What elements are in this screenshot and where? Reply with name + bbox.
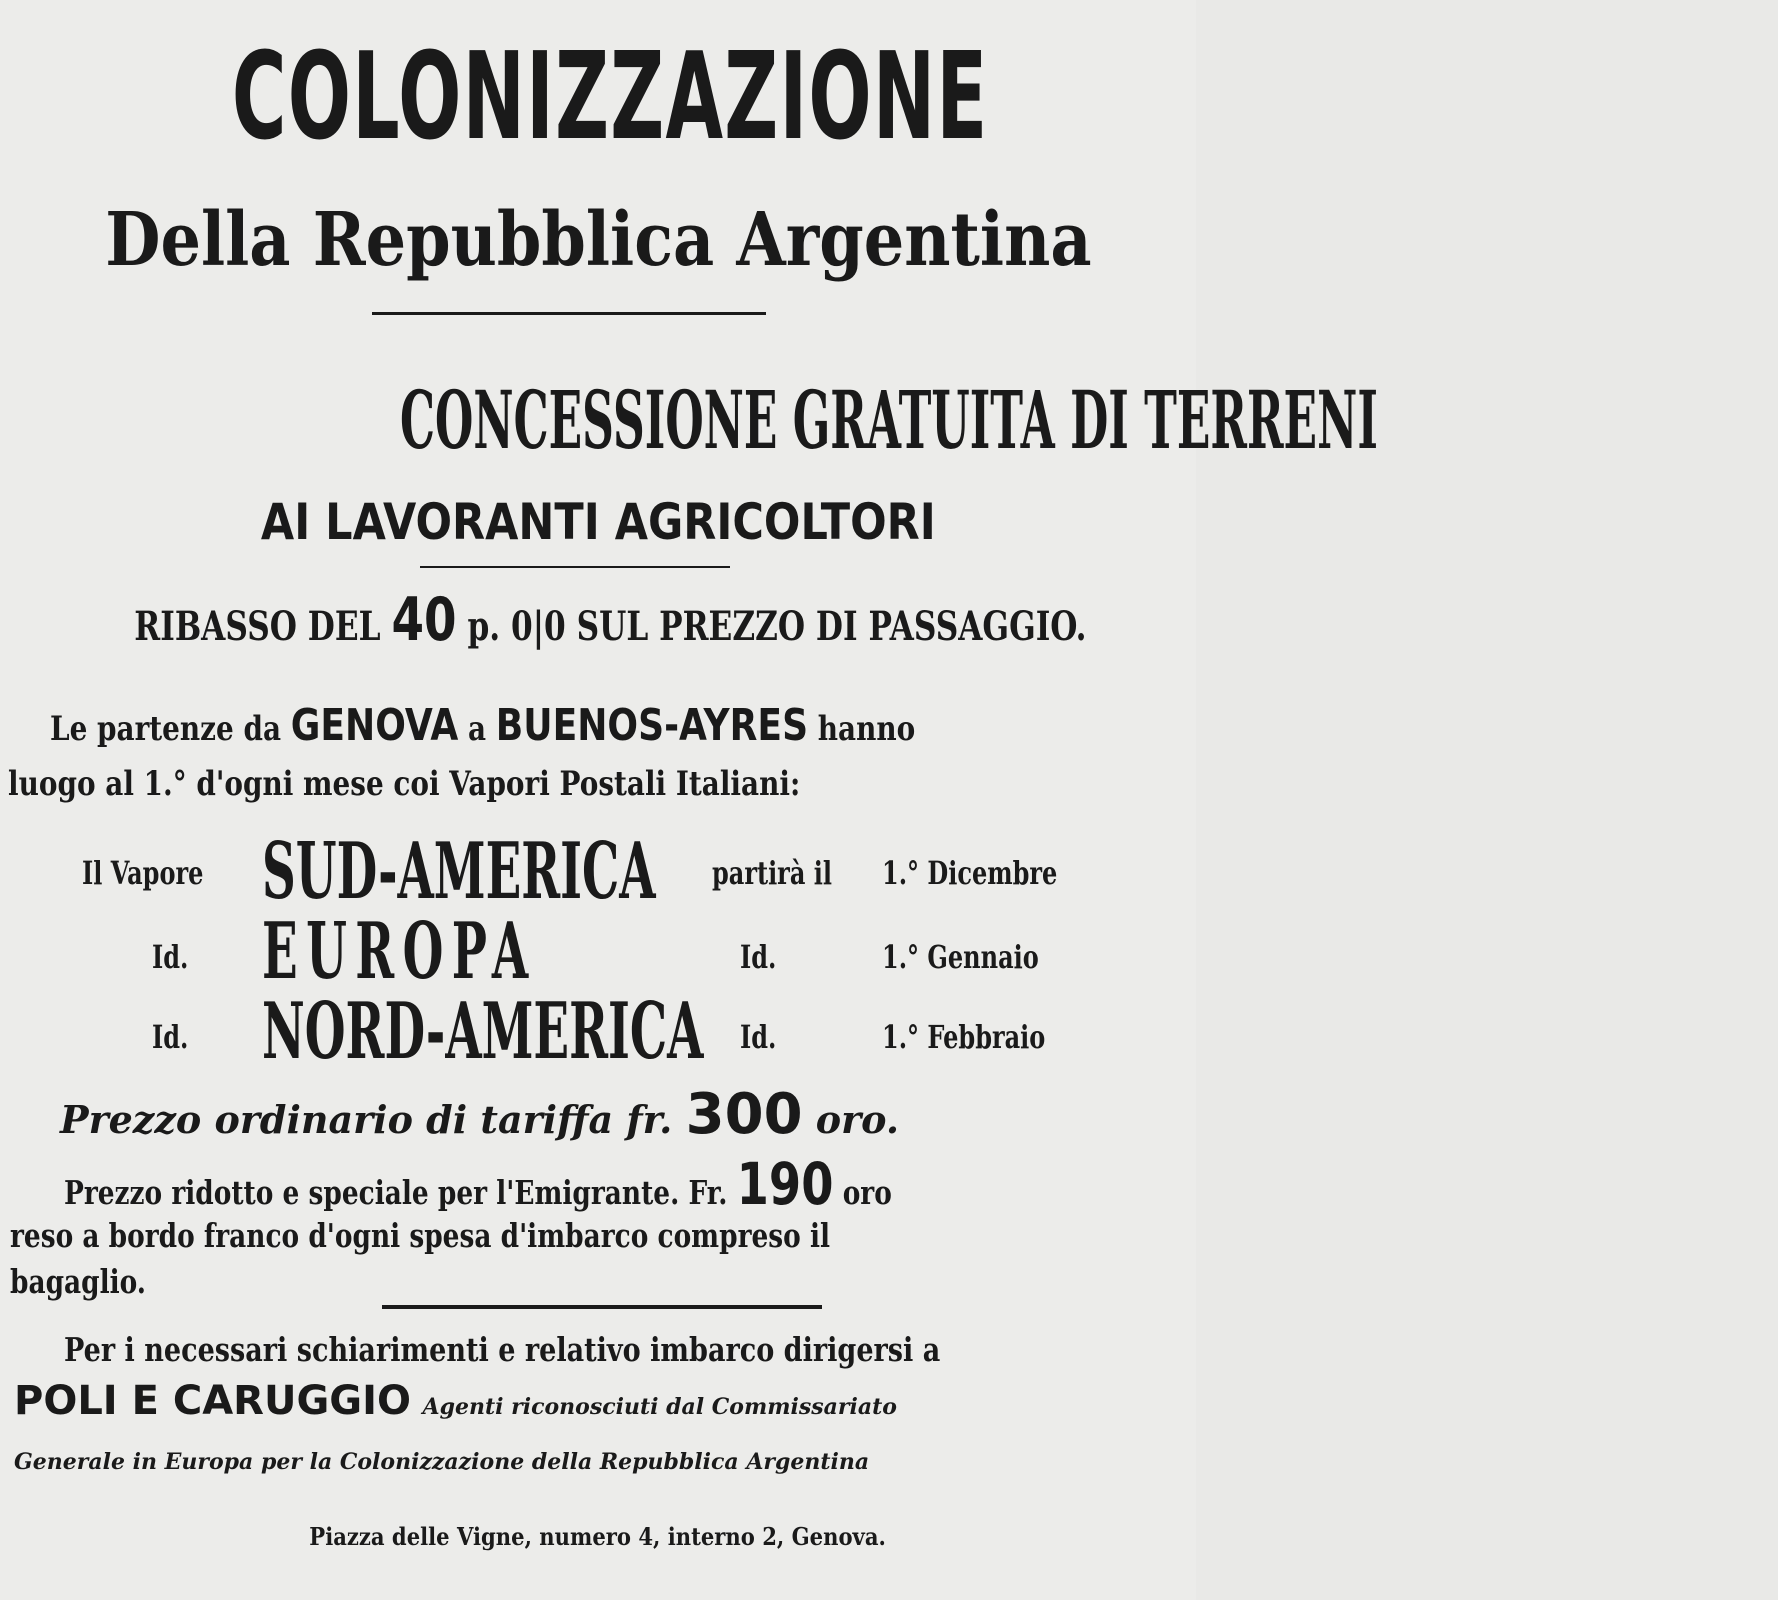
departure-port: GENOVA: [290, 700, 459, 751]
ship-date: 1.° Dicembre: [882, 854, 1058, 892]
agency-address: Piazza delle Vigne, numero 4, interno 2, Genova.: [309, 1522, 887, 1551]
ship-row: [0, 906, 1196, 996]
departures-line-1: Le partenze da GENOVA a BUENOS-AYRES hanno: [50, 700, 916, 751]
discount-prefix: RIBASSO DEL: [134, 603, 381, 650]
discount-line: [0, 585, 1196, 657]
departures-line-2: luogo al 1.° d'ogni mese coi Vapori Postali Italiani:: [8, 764, 801, 804]
divider-2: [420, 566, 730, 568]
ship-verb: Id.: [740, 938, 777, 976]
divider-3: [382, 1305, 822, 1309]
ship-name: SUD-AMERICA: [262, 826, 656, 917]
ship-verb: Id.: [740, 1018, 777, 1056]
ordinary-price-amount: 300: [685, 1082, 803, 1147]
discount-amount: 40: [391, 585, 457, 655]
ordinary-price: Prezzo ordinario di tariffa fr. 300 oro.: [60, 1082, 900, 1147]
contact-line-1: Per i necessari schiarimenti e relativo imbarco dirigersi a: [64, 1330, 941, 1369]
ship-row: [0, 826, 1196, 916]
reduced-price-line-1: Prezzo ridotto e speciale per l'Emigrante. Fr. 190 oro: [64, 1150, 892, 1218]
reduced-price-amount: 190: [736, 1150, 834, 1218]
ship-date: 1.° Febbraio: [882, 1018, 1046, 1056]
ship-label: Id.: [152, 938, 189, 976]
discount-suffix: p. 0|0 SUL PREZZO DI PASSAGGIO.: [467, 603, 1087, 650]
divider-1: [372, 312, 766, 315]
workers-heading: AI LAVORANTI AGRICOLTORI: [260, 493, 936, 551]
ship-name: NORD-AMERICA: [262, 986, 704, 1077]
ship-name: EUROPA: [262, 906, 537, 997]
poster-subtitle: Della Repubblica Argentina: [104, 197, 1092, 283]
concession-heading: CONCESSIONE GRATUITA DI TERRENI: [400, 373, 1378, 467]
contact-line-3: Generale in Europa per la Colonizzazione della Repubblica Argentina: [14, 1449, 870, 1475]
ship-row: [0, 986, 1196, 1076]
contact-line-2: [14, 1378, 897, 1424]
ship-label: Il Vapore: [82, 854, 204, 892]
agency-name: POLI E CARUGGIO: [14, 1378, 412, 1424]
agency-description: Agenti riconosciuti dal Commissariato: [422, 1394, 897, 1420]
poster-title: COLONIZZAZIONE: [231, 28, 989, 167]
ship-verb: partirà il: [712, 854, 832, 892]
reduced-price-line-3: bagaglio.: [10, 1262, 146, 1301]
arrival-port: BUENOS-AYRES: [495, 700, 809, 751]
reduced-price-line-2: reso a bordo franco d'ogni spesa d'imbarco compreso il: [10, 1216, 830, 1255]
ship-date: 1.° Gennaio: [882, 938, 1039, 976]
ship-label: Id.: [152, 1018, 189, 1056]
